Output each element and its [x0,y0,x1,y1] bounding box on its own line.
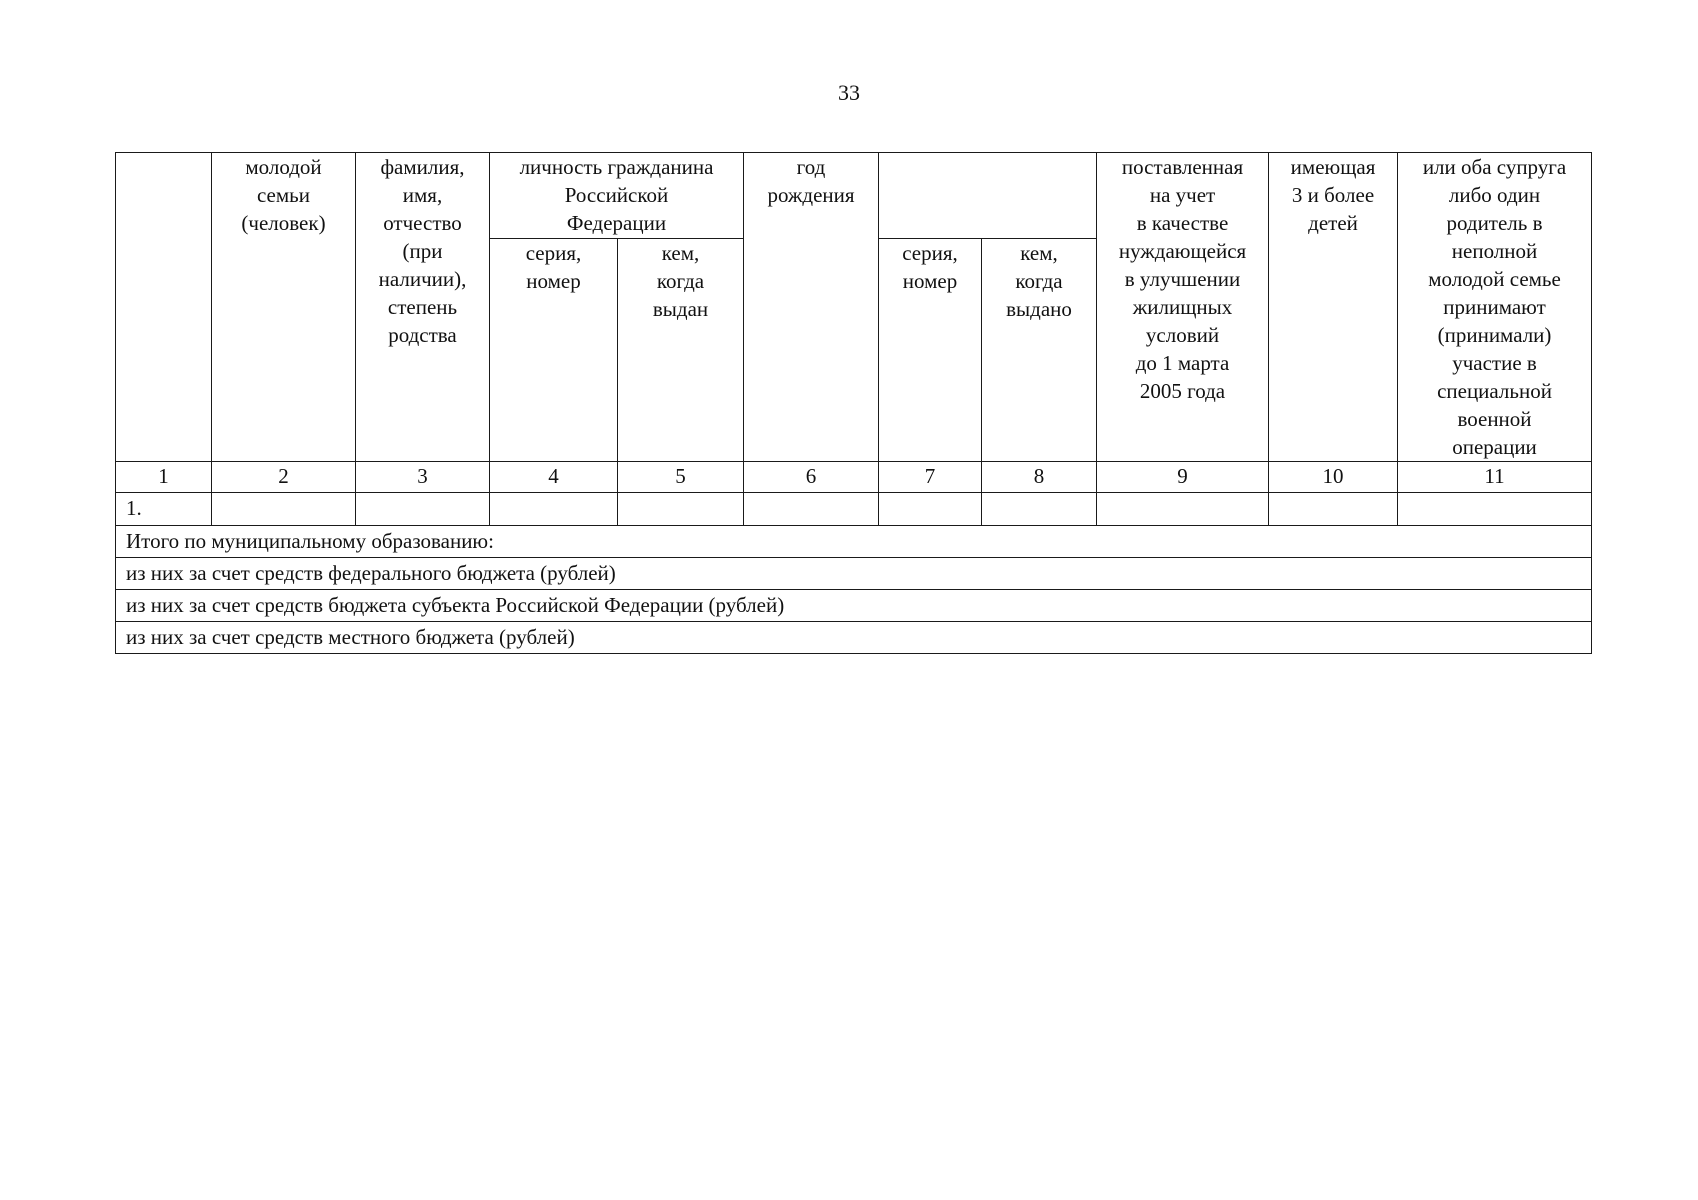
header-col-11-text: или оба супруга либо один родитель в неполной молодой семье принимают (принимали) участие в специальной военной операции [1422,155,1567,459]
header-col-2 [212,153,356,462]
column-number: 10 [1269,462,1398,493]
summary-federal-budget: из них за счет средств федерального бюджета (рублей) [116,558,1592,590]
header-col-10 [1269,153,1398,462]
header-col-2-text: молодой семьи (человек) [241,155,326,235]
column-number: 4 [490,462,618,493]
column-number: 11 [1398,462,1592,493]
header-col-4 [490,239,618,462]
column-number: 8 [982,462,1097,493]
header-col-10-text: имеющая 3 и более детей [1290,155,1376,235]
table-cell [1097,493,1269,526]
header-col-5-text: кем, когда выдан [652,241,709,321]
header-col-8 [982,239,1097,462]
header-col-1 [116,153,212,462]
summary-local-budget: из них за счет средств местного бюджета (рублей) [116,622,1592,654]
table-cell [879,493,982,526]
row-number: 1. [116,493,212,526]
header-col-5 [618,239,744,462]
header-col-4-5-group-text: личность гражданина Российской Федерации [519,155,714,235]
column-number: 9 [1097,462,1269,493]
page-number: 33 [838,80,860,105]
table-cell [356,493,490,526]
table-cell [744,493,879,526]
column-number: 3 [356,462,490,493]
header-col-4-text: серия, номер [525,241,582,293]
column-number: 1 [116,462,212,493]
summary-regional-budget: из них за счет средств бюджета субъекта Российской Федерации (рублей) [116,590,1592,622]
header-col-7 [879,239,982,462]
table-cell [1398,493,1592,526]
column-number: 2 [212,462,356,493]
table-cell [490,493,618,526]
column-number: 5 [618,462,744,493]
header-col-6-text: год рождения [767,155,855,207]
header-col-7-text: серия, номер [902,241,958,293]
summary-row [116,590,1592,622]
header-col-3 [356,153,490,462]
summary-row [116,622,1592,654]
summary-total-municipal: Итого по муниципальному образованию: [116,526,1592,558]
table-cell [982,493,1097,526]
header-col-7-8-group [879,153,1097,239]
table-row [116,493,1592,526]
column-number: 6 [744,462,879,493]
table-cell [1269,493,1398,526]
column-number: 7 [879,462,982,493]
header-col-3-text: фамилия, имя, отчество (при наличии), степень родства [378,155,467,347]
header-col-9-text: поставленная на учет в качестве нуждающейся в улучшении жилищных условий до 1 марта 2005 года [1118,155,1247,403]
header-col-4-5-group [490,153,744,239]
header-col-9 [1097,153,1269,462]
header-col-6 [744,153,879,462]
family-data-table [115,152,1592,654]
header-col-11 [1398,153,1592,462]
summary-row [116,558,1592,590]
table-cell [212,493,356,526]
header-col-8-text: кем, когда выдано [1006,241,1072,321]
table-cell [618,493,744,526]
summary-row [116,526,1592,558]
